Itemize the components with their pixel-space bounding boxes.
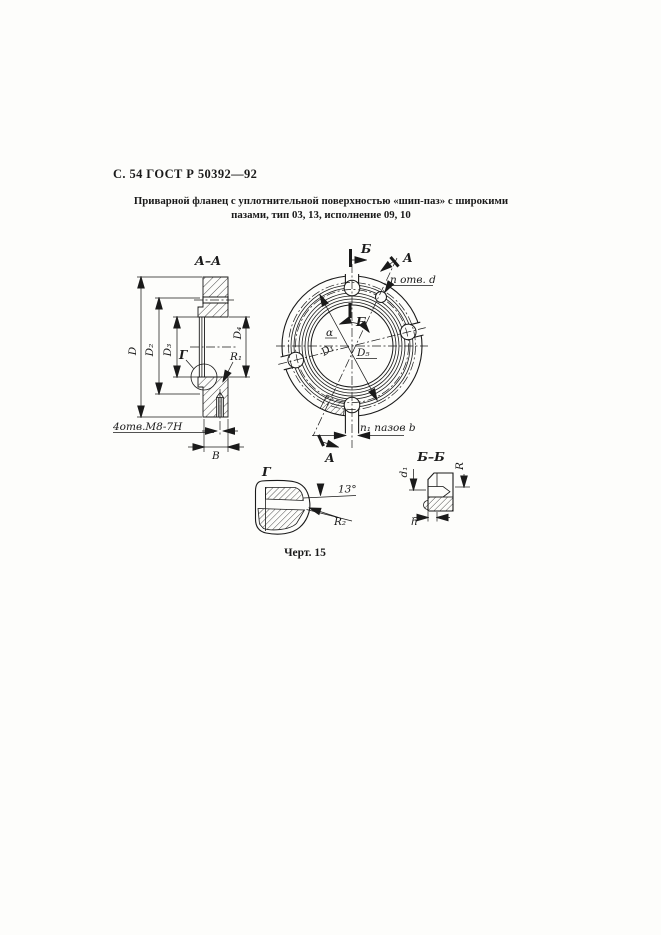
dim-label-B: B [212, 450, 220, 462]
angle-13-callout [303, 484, 357, 522]
front-view [276, 242, 436, 465]
flange-rim-top [203, 277, 228, 297]
dimension-D4 [229, 317, 250, 377]
detail-g-title: Г [262, 464, 271, 479]
flange-upper-block [198, 303, 228, 317]
dim-label-13deg: 13° [338, 483, 357, 496]
holes-m8-note: 4отв.М8-7Н [113, 421, 183, 433]
dim-label-D2: D₂ [144, 343, 156, 357]
detail-g-mark: Г [179, 348, 188, 362]
dim-label-d1: d₁ [398, 466, 410, 478]
figure-caption: Черт. 15 [284, 547, 326, 559]
detail-g-view [256, 464, 357, 534]
section-a-label-bottom: А [325, 451, 335, 465]
dim-label-D3: D₃ [162, 343, 174, 357]
r2-callout [310, 508, 347, 528]
groove-upper-jaw [266, 488, 304, 501]
n-holes-note: n отв. d [390, 274, 436, 286]
dim-label-R2: R₂ [334, 516, 347, 528]
section-bb-title: Б–Б [417, 449, 445, 464]
section-aa-label: А–А [194, 253, 222, 268]
section-aa-view [112, 253, 250, 462]
dim-label-D1: D₁ [319, 341, 337, 359]
section-a-label-top: А [403, 251, 413, 265]
dimension-d1 [398, 467, 426, 490]
dim-label-h: h [411, 516, 418, 528]
n-slots-note: n₁ пазов b [360, 422, 416, 434]
holes-m8-callout [112, 421, 238, 433]
section-b-label-inner: Б [356, 315, 367, 329]
groove-lower-jaw [258, 509, 305, 530]
dim-label-alpha: α [326, 327, 334, 339]
dim-label-R: R [454, 462, 466, 470]
dim-label-R1: R₁ [230, 351, 243, 363]
page-header: С. 54 ГОСТ Р 50392—92 [113, 167, 258, 181]
dim-label-D: D [127, 346, 139, 356]
dimension-B [188, 419, 244, 462]
weld-bump [424, 501, 429, 510]
n-slots-dimension [312, 422, 416, 436]
drawing-title-line1: Приварной фланец с уплотнительной поверхностью «шип-паз» с широкими [133, 195, 509, 207]
dimension-h [411, 512, 450, 528]
dim-label-D4: D₄ [232, 326, 244, 340]
dim-label-D5: D₅ [357, 347, 370, 359]
dimension-R [454, 462, 470, 487]
detail-bb-view [398, 449, 470, 528]
drawing-title-line2: пазами, тип 03, 13, исполнение 09, 10 [231, 209, 411, 221]
section-b-label-top: Б [361, 242, 372, 256]
bolt-hole [376, 292, 387, 303]
